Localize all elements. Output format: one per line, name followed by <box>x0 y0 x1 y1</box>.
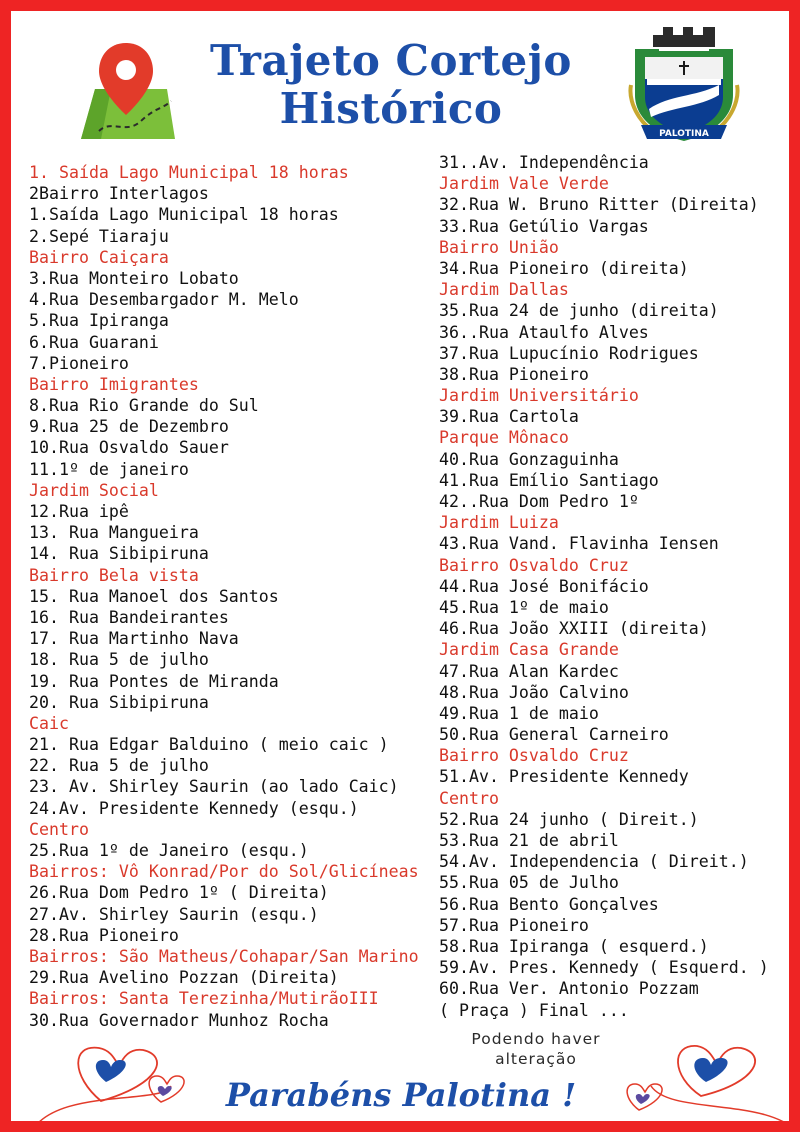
neighborhood-heading: Jardim Luiza <box>439 513 559 533</box>
route-list-right <box>439 152 800 1021</box>
neighborhood-heading: 1. Saída Lago Municipal 18 horas <box>29 163 349 182</box>
neighborhood-heading: Bairros: Santa Terezinha/MutirãoIII <box>29 989 379 1009</box>
note-line-1: Podendo haver <box>471 1030 601 1048</box>
neighborhood-heading: Bairro Bela vista <box>29 565 199 585</box>
route-street-item: 59.Av. Pres. Kennedy ( Esquerd. ) <box>439 958 769 978</box>
neighborhood-heading: Bairro União <box>439 237 559 257</box>
route-street-item: 6.Rua Guarani <box>29 332 159 352</box>
route-street-item: 3.Rua Monteiro Lobato <box>29 268 239 288</box>
route-street-item: 43.Rua Vand. Flavinha Iensen <box>439 534 719 554</box>
neighborhood-heading: Jardim Vale Verde <box>439 174 609 194</box>
route-street-item: ( Praça ) Final ... <box>439 1000 629 1020</box>
route-street-item: 35.Rua 24 de junho (direita) <box>439 301 719 321</box>
route-street-item: 31..Av. Independência <box>439 153 649 172</box>
route-street-item: 55.Rua 05 de Julho <box>439 873 619 893</box>
route-street-item: 14. Rua Sibipiruna <box>29 544 209 564</box>
route-street-item: 10.Rua Osvaldo Sauer <box>29 438 229 458</box>
route-street-item: 54.Av. Independencia ( Direit.) <box>439 852 749 872</box>
route-street-item: 36..Rua Ataulfo Alves <box>439 322 649 342</box>
map-pin-icon <box>71 39 181 145</box>
neighborhood-heading: Bairro Imigrantes <box>29 374 199 394</box>
note-line-2: alteração <box>495 1050 577 1068</box>
neighborhood-heading: Bairro Caiçara <box>29 247 169 267</box>
route-street-item: 60.Rua Ver. Antonio Pozzam <box>439 979 699 999</box>
route-street-item: 13. Rua Mangueira <box>29 523 199 543</box>
neighborhood-heading: Bairros: Vô Konrad/Por do Sol/Glicíneas <box>29 862 419 882</box>
neighborhood-heading: Parque Mônaco <box>439 428 569 448</box>
route-street-item: 46.Rua João XXIII (direita) <box>439 619 709 639</box>
route-street-item: 11.1º de janeiro <box>29 459 189 479</box>
route-street-item: 8.Rua Rio Grande do Sul <box>29 396 259 416</box>
neighborhood-heading: Centro <box>439 788 499 808</box>
footer-greeting: Parabéns Palotina ! <box>225 1076 577 1114</box>
route-street-item: 21. Rua Edgar Balduino ( meio caic ) <box>29 735 389 755</box>
route-street-item: 50.Rua General Carneiro <box>439 725 669 745</box>
municipal-crest-icon <box>625 25 743 145</box>
route-street-item: 1.Saída Lago Municipal 18 horas <box>29 205 339 225</box>
route-street-item: 24.Av. Presidente Kennedy (esqu.) <box>29 798 359 818</box>
route-street-item: 18. Rua 5 de julho <box>29 650 209 670</box>
route-street-item: 20. Rua Sibipiruna <box>29 692 209 712</box>
route-street-item: 2.Sepé Tiaraju <box>29 226 169 246</box>
page-title <box>166 37 616 133</box>
route-street-item: 57.Rua Pioneiro <box>439 915 589 935</box>
route-street-item: 49.Rua 1 de maio <box>439 703 599 723</box>
route-street-item: 9.Rua 25 de Dezembro <box>29 417 229 437</box>
route-street-item: 51.Av. Presidente Kennedy <box>439 767 689 787</box>
route-street-item: 12.Rua ipê <box>29 502 129 521</box>
route-list-left <box>29 162 424 1031</box>
route-street-item: 33.Rua Getúlio Vargas <box>439 216 649 236</box>
route-street-item: 26.Rua Dom Pedro 1º ( Direita) <box>29 883 329 903</box>
route-street-item: 4.Rua Desembargador M. Melo <box>29 290 299 310</box>
neighborhood-heading: Centro <box>29 819 89 839</box>
route-street-item: 41.Rua Emílio Santiago <box>439 470 659 490</box>
route-street-item: 39.Rua Cartola <box>439 407 579 427</box>
change-notice <box>441 1029 631 1069</box>
neighborhood-heading: Caic <box>29 713 69 733</box>
route-street-item: 28.Rua Pioneiro <box>29 925 179 945</box>
route-street-item: 19. Rua Pontes de Miranda <box>29 671 279 691</box>
neighborhood-heading: Bairros: São Matheus/Cohapar/San Marino <box>29 946 419 966</box>
neighborhood-heading: Jardim Social <box>29 480 159 500</box>
route-street-item: 5.Rua Ipiranga <box>29 311 169 331</box>
route-street-item: 48.Rua João Calvino <box>439 682 629 702</box>
route-street-item: 16. Rua Bandeirantes <box>29 607 229 627</box>
title-line-1: Trajeto Cortejo <box>210 36 572 85</box>
route-street-item: 56.Rua Bento Gonçalves <box>439 894 659 914</box>
route-street-item: 15. Rua Manoel dos Santos <box>29 586 279 606</box>
route-street-item: 42..Rua Dom Pedro 1º <box>439 492 639 511</box>
route-street-item: 34.Rua Pioneiro (direita) <box>439 258 689 278</box>
route-street-item: 22. Rua 5 de julho <box>29 756 209 776</box>
route-street-item: 52.Rua 24 junho ( Direit.) <box>439 809 699 829</box>
route-street-item: 58.Rua Ipiranga ( esquerd.) <box>439 936 709 956</box>
route-street-item: 40.Rua Gonzaguinha <box>439 449 619 469</box>
neighborhood-heading: Jardim Dallas <box>439 280 569 300</box>
route-street-item: 44.Rua José Bonifácio <box>439 576 649 596</box>
title-line-2: Histórico <box>279 84 503 133</box>
route-street-item: 30.Rua Governador Munhoz Rocha <box>29 1010 329 1030</box>
neighborhood-heading: Jardim Casa Grande <box>439 640 619 660</box>
crest-label: PALOTINA <box>659 129 709 139</box>
route-street-item: 32.Rua W. Bruno Ritter (Direita) <box>439 195 759 215</box>
neighborhood-heading: Bairro Osvaldo Cruz <box>439 555 629 575</box>
route-street-item: 29.Rua Avelino Pozzan (Direita) <box>29 968 339 988</box>
route-street-item: 27.Av. Shirley Saurin (esqu.) <box>29 904 319 924</box>
route-street-item: 23. Av. Shirley Saurin (ao lado Caic) <box>29 777 399 797</box>
route-street-item: 17. Rua Martinho Nava <box>29 629 239 649</box>
route-street-item: 53.Rua 21 de abril <box>439 831 619 850</box>
route-street-item: 25.Rua 1º de Janeiro (esqu.) <box>29 841 309 860</box>
route-street-item: 7.Pioneiro <box>29 353 129 373</box>
route-street-item: 45.Rua 1º de maio <box>439 597 609 617</box>
neighborhood-heading: Jardim Universitário <box>439 386 639 406</box>
route-street-item: 2Bairro Interlagos <box>29 184 209 204</box>
route-street-item: 47.Rua Alan Kardec <box>439 661 619 681</box>
neighborhood-heading: Bairro Osvaldo Cruz <box>439 746 629 766</box>
route-street-item: 38.Rua Pioneiro <box>439 364 589 384</box>
route-street-item: 37.Rua Lupucínio Rodrigues <box>439 343 699 363</box>
